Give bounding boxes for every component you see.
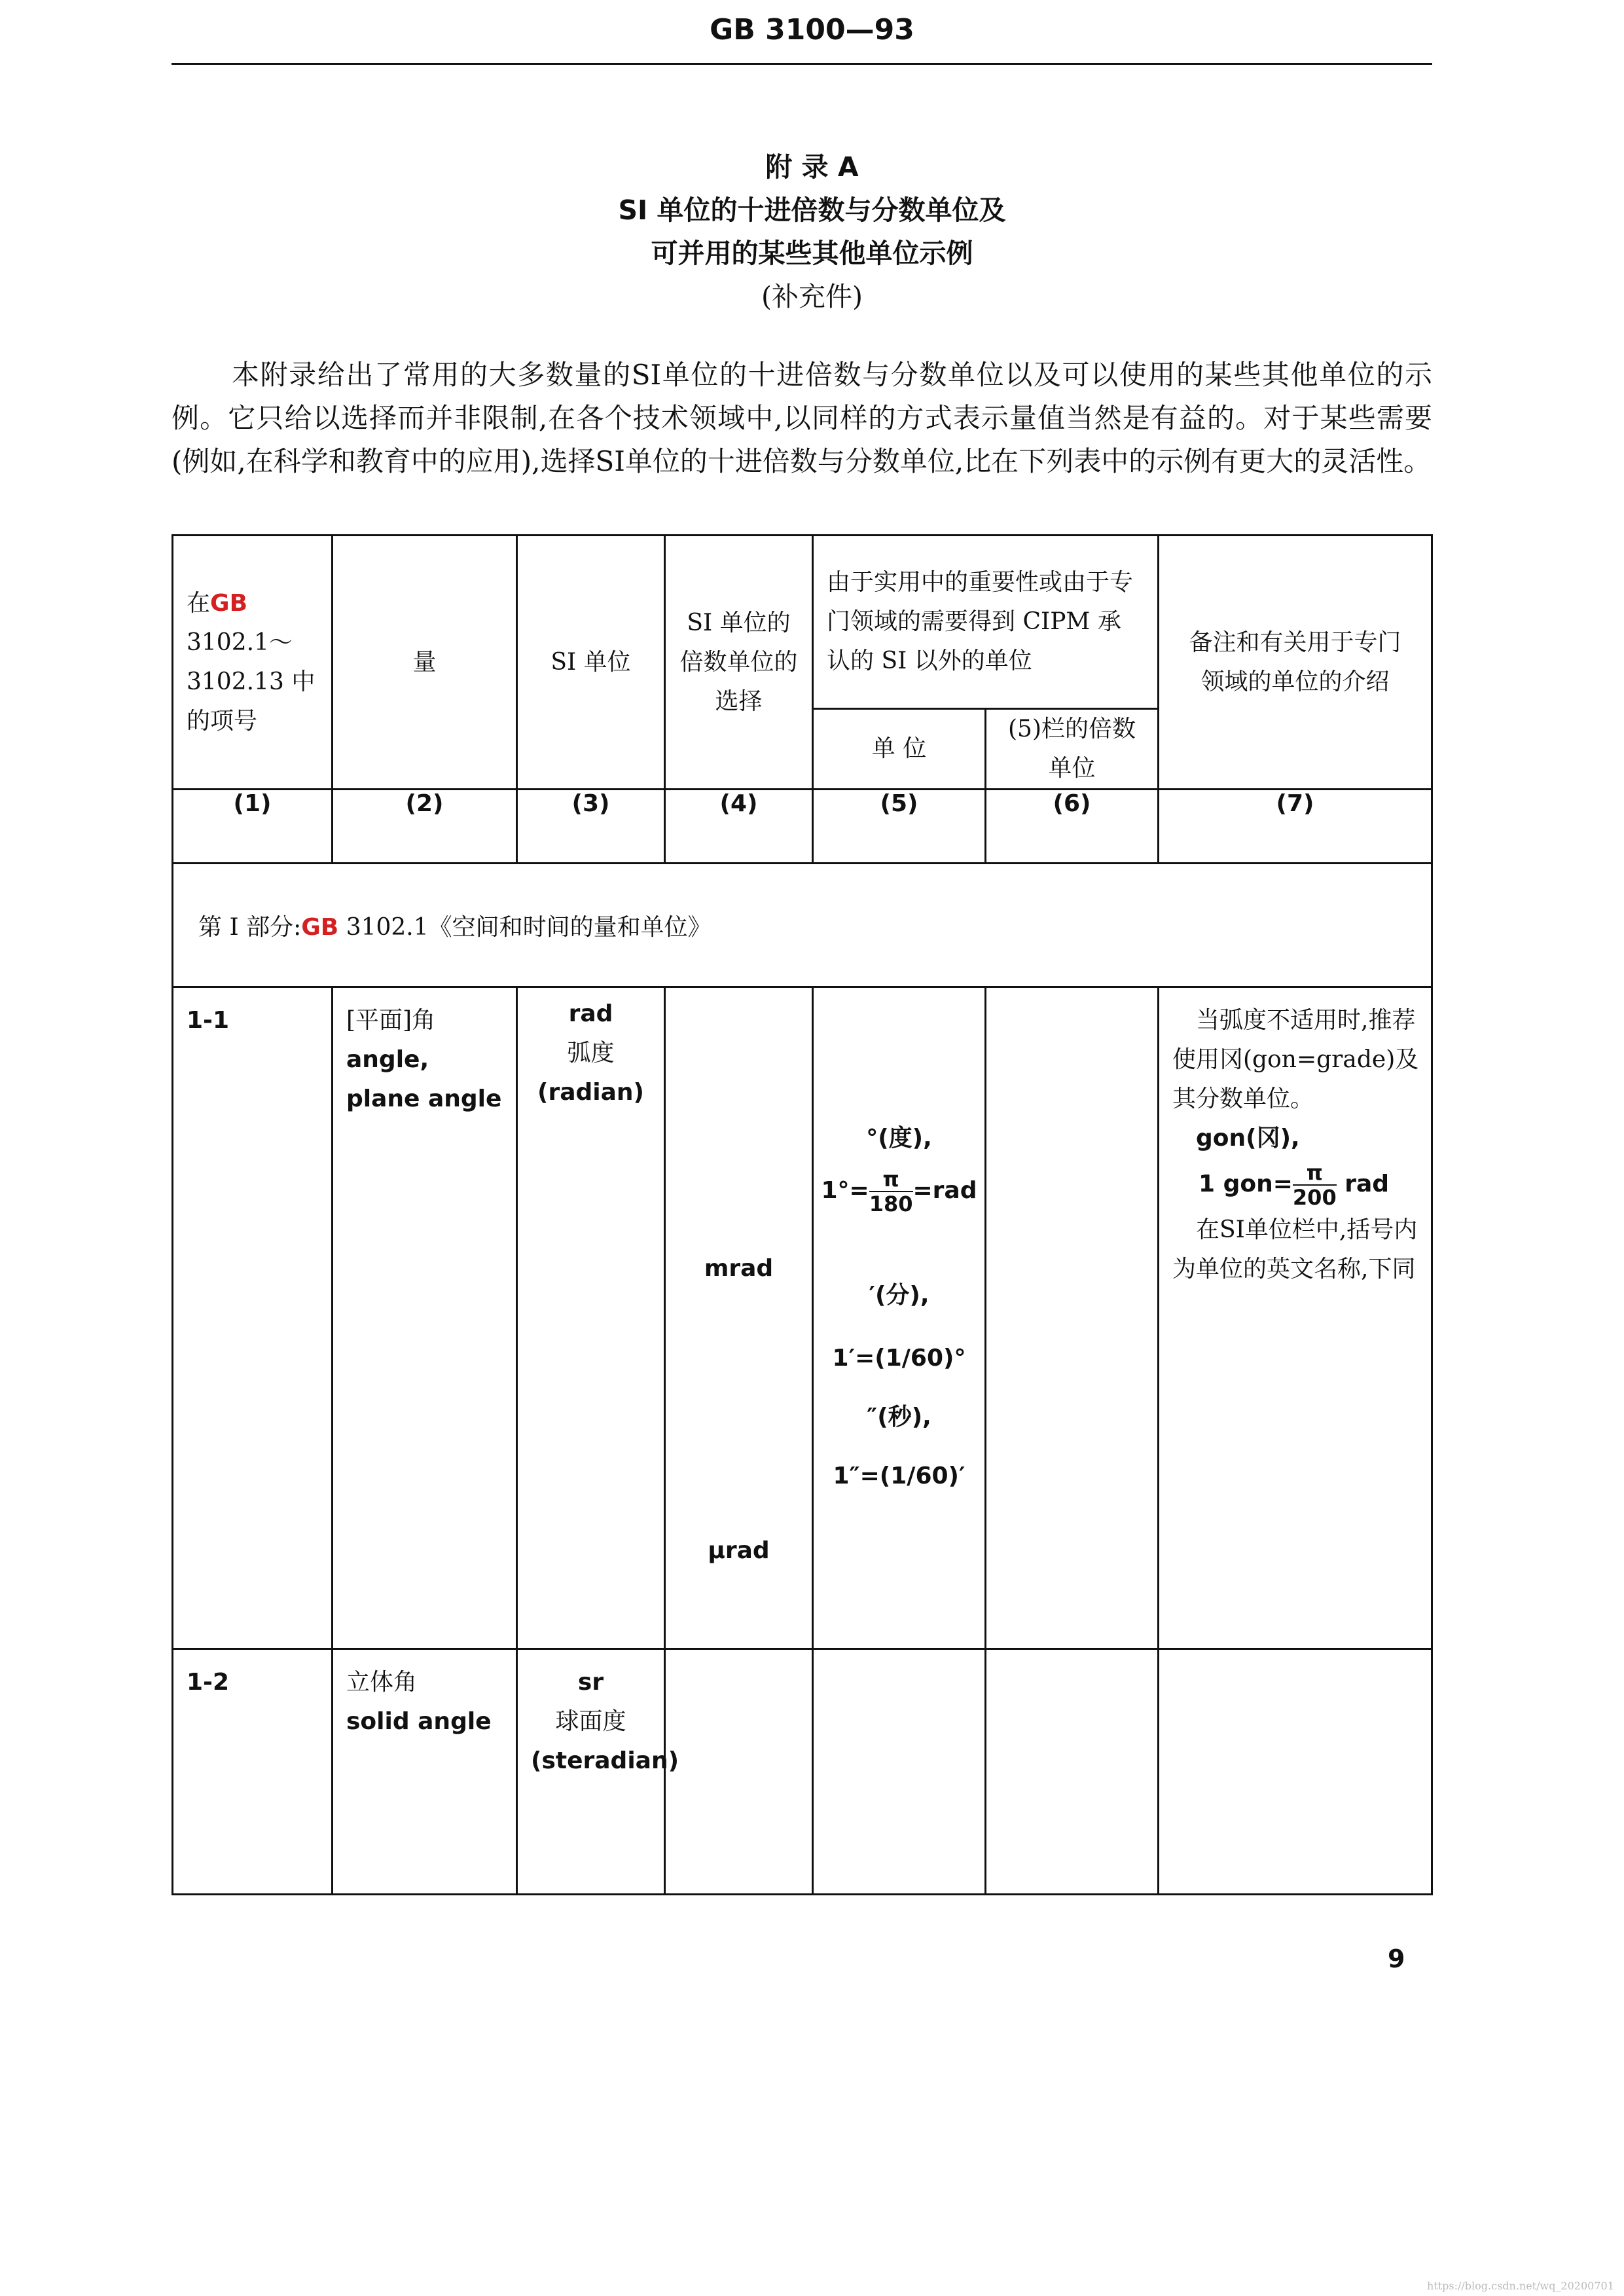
row-non-si-units: °(度), 1°= $\frac{\pi}{180}$ =rad ′(分), 1′=(1/60)° ″(秒), 1″=(1/60)′ bbox=[813, 987, 986, 1649]
appendix-heading bbox=[0, 145, 1624, 318]
column-number: (5) bbox=[813, 790, 986, 864]
header-quantity: 量 bbox=[333, 536, 517, 790]
page-number: 9 bbox=[1388, 1944, 1405, 1973]
table-row bbox=[173, 987, 1432, 1649]
row-quantity: 立体角 solid angle bbox=[333, 1649, 517, 1895]
page-header bbox=[0, 13, 1624, 46]
watermark-text: https://blog.csdn.net/wq_20200701 bbox=[1427, 2280, 1614, 2292]
units-table bbox=[171, 534, 1433, 1895]
header-si-multiples: SI 单位的倍数单位的选择 bbox=[665, 536, 813, 790]
standard-number: GB 3100—93 bbox=[710, 13, 914, 46]
row-si-multiples bbox=[665, 1649, 813, 1895]
row-remarks: 当弧度不适用时,推荐使用冈(gon=grade)及其分数单位。 gon(冈), 1 gon= $\frac{\pi}{200}$ rad 在SI单位栏中,括号内为单位的英文名称,下同 bbox=[1159, 987, 1432, 1649]
section-title: 第 I 部分:GB 3102.1《空间和时间的量和单位》 bbox=[173, 864, 1432, 987]
column-number: (6) bbox=[986, 790, 1159, 864]
header-item-number: 在GB 3102.1～3102.13 中的项号 bbox=[173, 536, 333, 790]
appendix-title-line2: 可并用的某些其他单位示例 bbox=[651, 238, 973, 269]
section-row bbox=[173, 864, 1432, 987]
header-non-si-units: 由于实用中的重要性或由于专门领域的需要得到 CIPM 承认的 SI 以外的单位 bbox=[813, 536, 1159, 709]
row-si-unit: rad 弧度 (radian) bbox=[517, 987, 665, 1649]
table-row bbox=[173, 1649, 1432, 1895]
column-number: (3) bbox=[517, 790, 665, 864]
intro-text: 本附录给出了常用的大多数量的SI单位的十进倍数与分数单位以及可以使用的某些其他单位的示例。它只给以选择而并非限制,在各个技术领域中,以同样的方式表示量值当然是有益的。对于某些需要(例如,在科学和教育中的应用),选择SI单位的十进倍数与分数单位,比在下列表中的示例有更大的灵活性。 bbox=[171, 359, 1432, 477]
table-header-row bbox=[173, 536, 1432, 709]
column-number-row bbox=[173, 790, 1432, 864]
appendix-title-line1: SI 单位的十进倍数与分数单位及 bbox=[618, 194, 1006, 226]
row-si-unit: sr 球面度 (steradian) bbox=[517, 1649, 665, 1895]
column-number: (1) bbox=[173, 790, 333, 864]
appendix-label: 附 录 A bbox=[765, 151, 859, 183]
column-number: (4) bbox=[665, 790, 813, 864]
header-remarks: 备注和有关用于专门领域的单位的介绍 bbox=[1159, 536, 1432, 790]
row-item-number: 1-2 bbox=[173, 1649, 333, 1895]
row-si-multiples: mrad μrad bbox=[665, 987, 813, 1649]
column-number: (7) bbox=[1159, 790, 1432, 864]
intro-paragraph bbox=[171, 354, 1432, 483]
row-quantity: [平面]角 angle, plane angle bbox=[333, 987, 517, 1649]
row-unit-multiples bbox=[986, 987, 1159, 1649]
row-non-si-units bbox=[813, 1649, 986, 1895]
header-unit: 单 位 bbox=[813, 709, 986, 790]
header-si-unit: SI 单位 bbox=[517, 536, 665, 790]
row-remarks bbox=[1159, 1649, 1432, 1895]
row-unit-multiples bbox=[986, 1649, 1159, 1895]
header-rule bbox=[171, 63, 1432, 65]
row-item-number: 1-1 bbox=[173, 987, 333, 1649]
appendix-note: (补充件) bbox=[761, 281, 863, 312]
header-unit-multiples: (5)栏的倍数单位 bbox=[986, 709, 1159, 790]
column-number: (2) bbox=[333, 790, 517, 864]
